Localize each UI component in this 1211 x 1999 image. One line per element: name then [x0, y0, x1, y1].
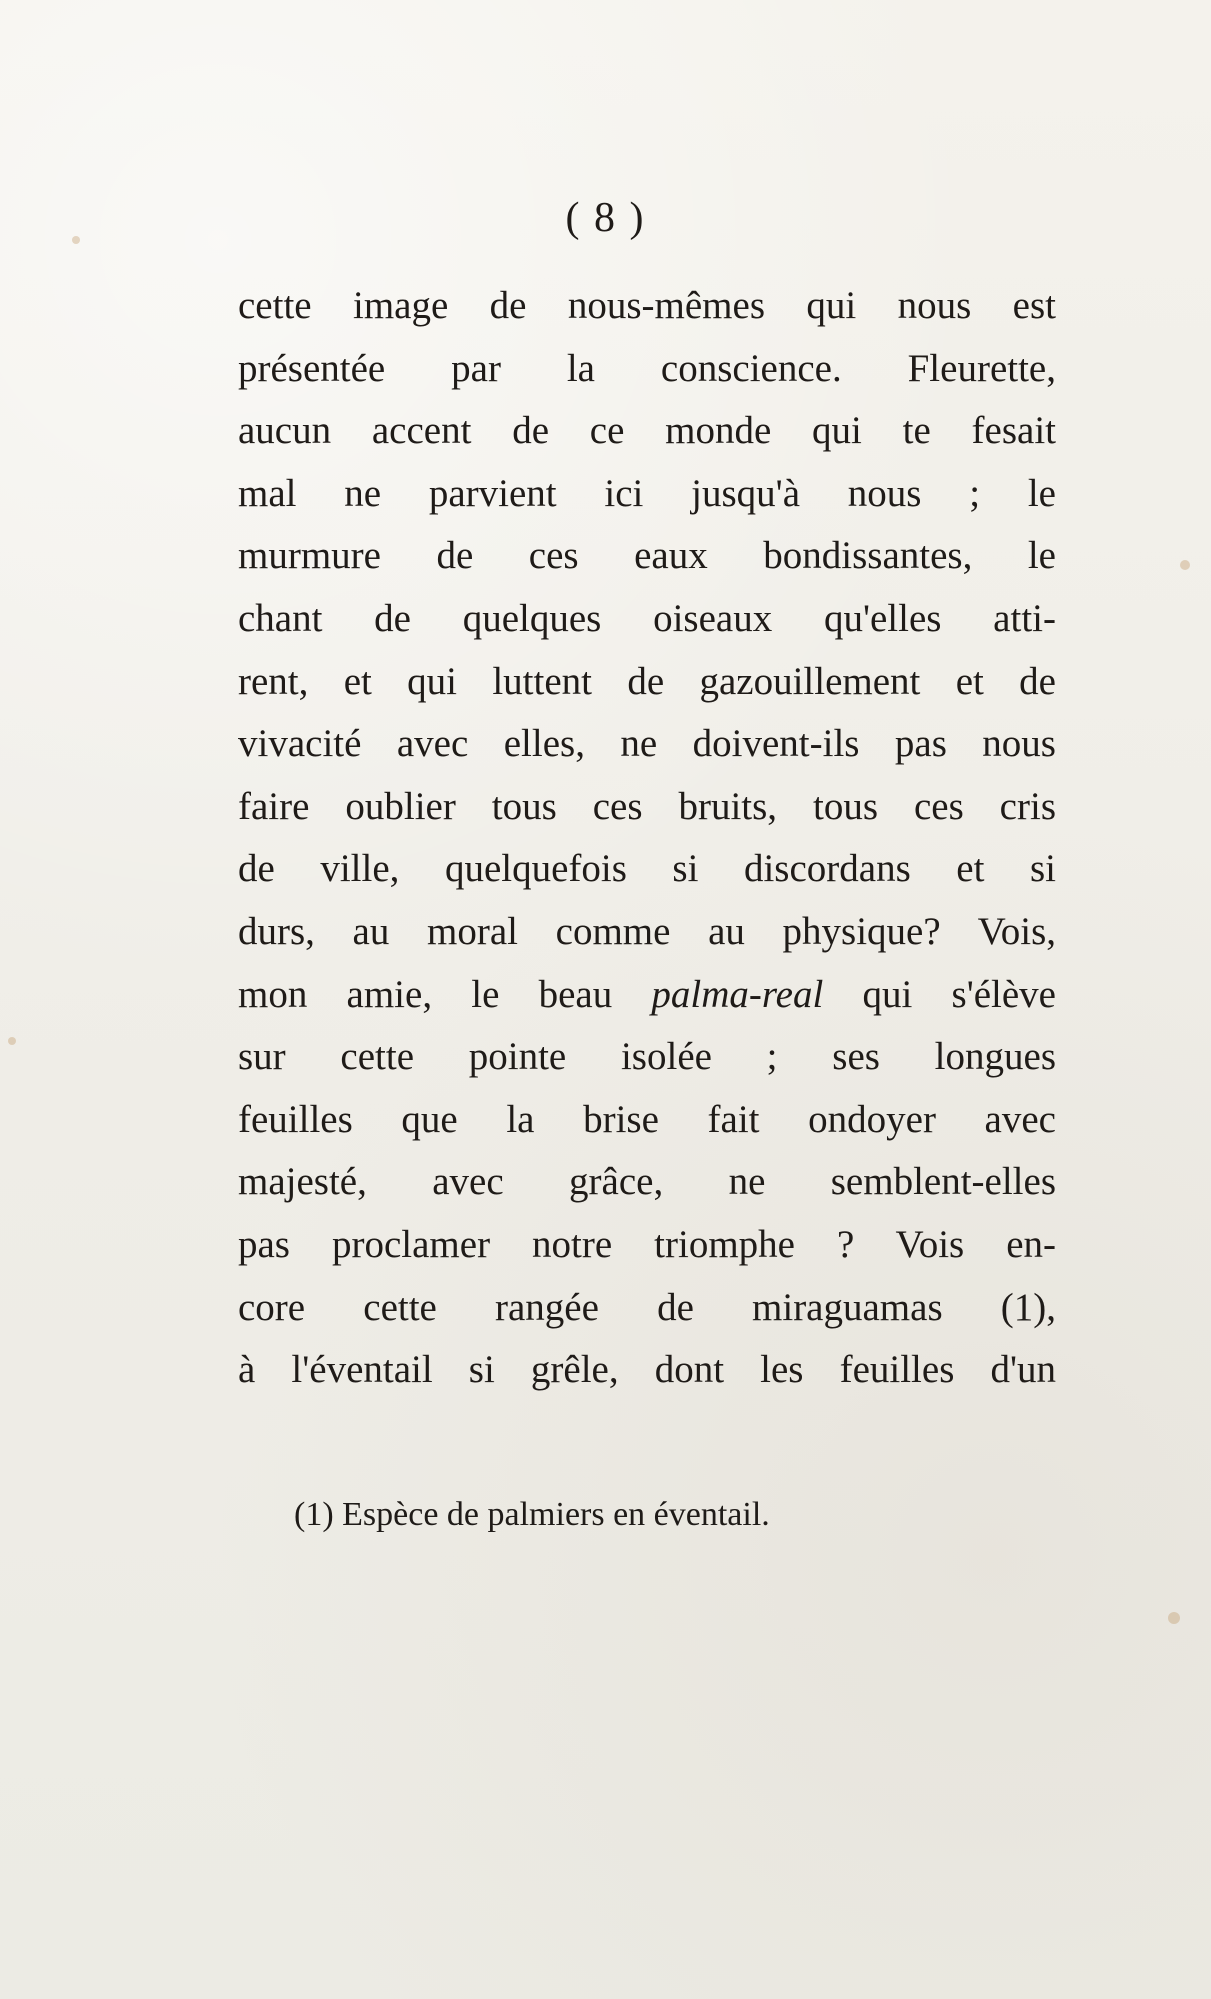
- text-line-8: vivacité avec elles, ne doivent-ils pas nous: [238, 722, 1056, 766]
- text-line-1: cette image de nous-mêmes qui nous est: [238, 284, 1056, 327]
- text-line-5: murmure de ces eaux bondissantes, le: [238, 534, 1056, 578]
- page-number: ( 8 ): [565, 195, 646, 241]
- text-line-10: de ville, quelquefois si discordans et si: [238, 847, 1056, 891]
- text-line-15: majesté, avec grâce, ne semblent-elles: [238, 1160, 1056, 1204]
- text-line-2: présentée par la conscience. Fleurette,: [238, 346, 1056, 390]
- paper-spot: [8, 1037, 16, 1045]
- paper-spot: [1180, 560, 1190, 570]
- text-line-16: pas proclamer notre triomphe ? Vois en-: [238, 1222, 1056, 1266]
- text-line-7: rent, et qui luttent de gazouillement et de: [238, 659, 1056, 703]
- text-line-6: chant de quelques oiseaux qu'elles atti-: [238, 596, 1056, 640]
- footnote: (1) Espèce de palmiers en éventail.: [294, 1496, 770, 1533]
- text-line-12-before: mon amie, le beau: [238, 972, 652, 1016]
- italic-term: palma-real: [651, 972, 824, 1016]
- main-text-block: [238, 275, 1056, 1402]
- text-line-12-after: qui s'élève: [823, 972, 1056, 1016]
- text-line-14: feuilles que la brise fait ondoyer avec: [238, 1097, 1056, 1141]
- text-line-3: aucun accent de ce monde qui te fesait: [238, 409, 1056, 453]
- text-line-12: [238, 964, 1056, 1027]
- text-line-4: mal ne parvient ici jusqu'à nous ; le: [238, 471, 1056, 515]
- text-line-17: core cette rangée de miraguamas (1),: [238, 1285, 1056, 1329]
- text-line-18: à l'éventail si grêle, dont les feuilles d'un: [238, 1348, 1056, 1392]
- text-line-9: faire oublier tous ces bruits, tous ces cris: [238, 784, 1056, 828]
- text-line-13: sur cette pointe isolée ; ses longues: [238, 1035, 1056, 1079]
- text-line-11: durs, au moral comme au physique? Vois,: [238, 909, 1056, 953]
- paper-spot: [1168, 1612, 1180, 1624]
